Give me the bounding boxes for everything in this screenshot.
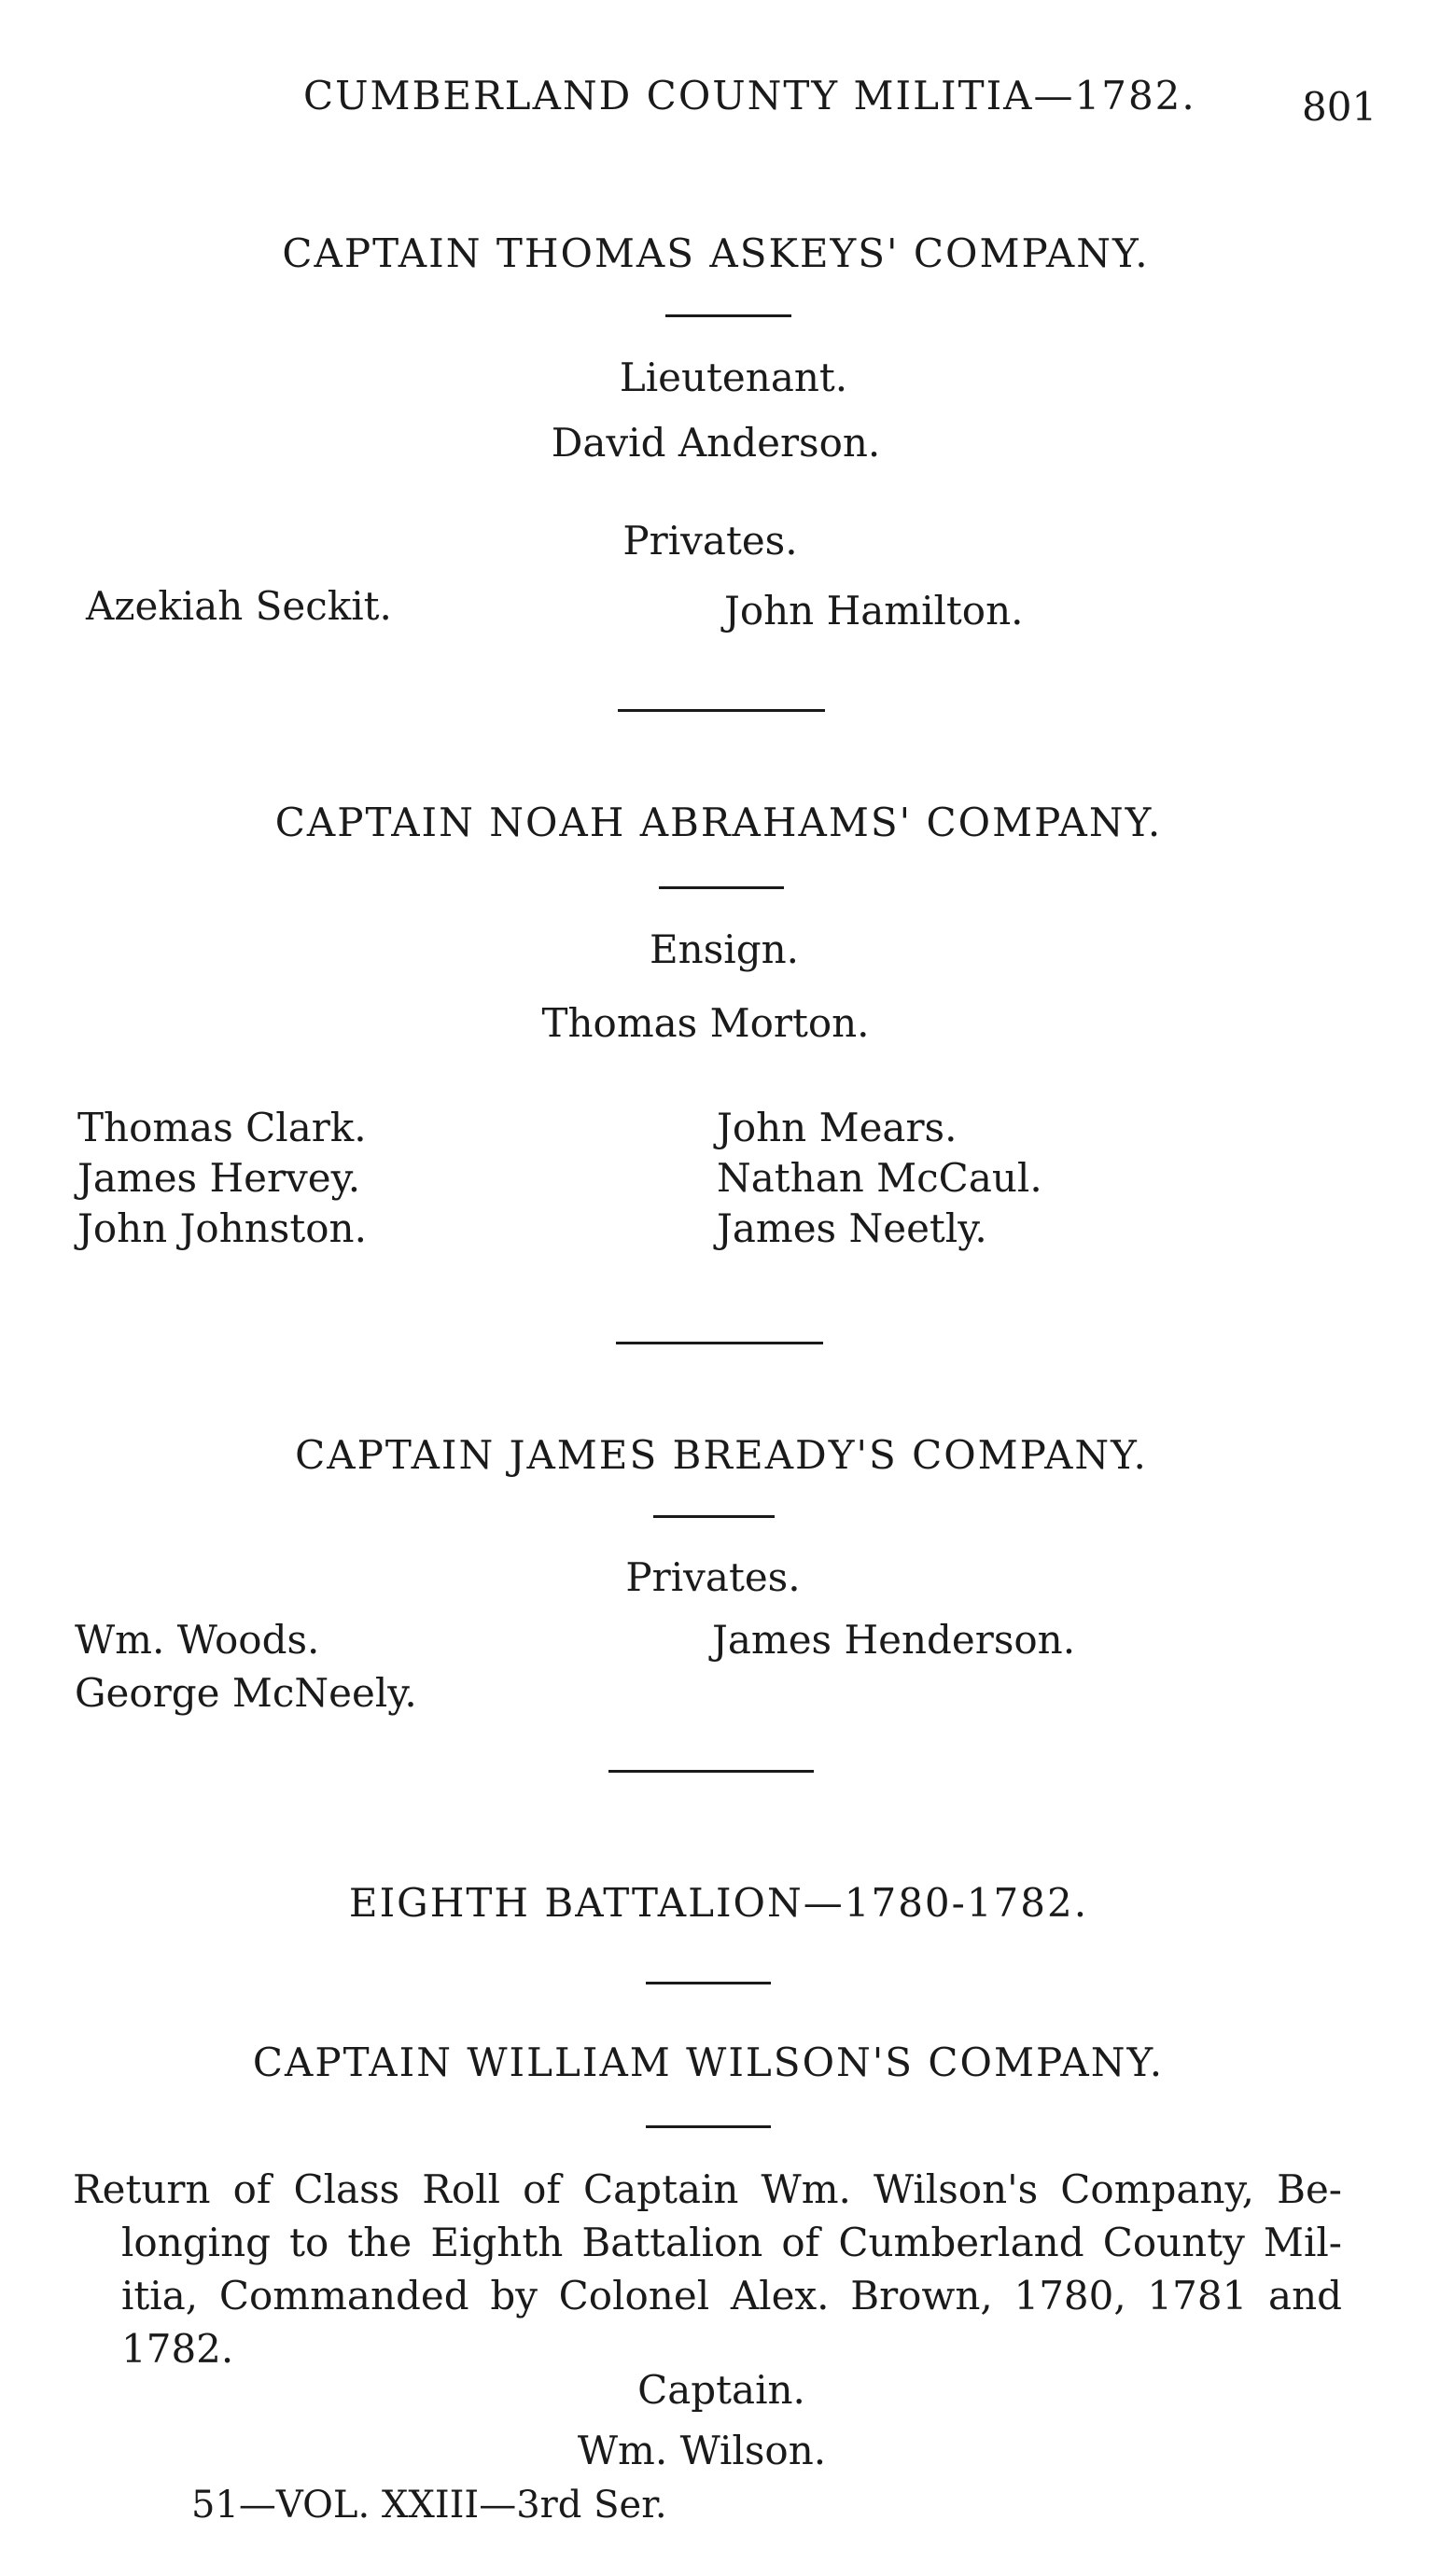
roster-name: James Henderson.	[712, 1617, 1076, 1663]
section-title-askey: CAPTAIN THOMAS ASKEYS' COMPANY.	[282, 230, 1150, 276]
section-divider	[646, 2125, 771, 2128]
roster-name: George McNeely.	[75, 1670, 417, 1716]
roster-name: James Neetly.	[717, 1205, 987, 1251]
roster-name: John Johnston.	[77, 1205, 367, 1251]
class-roll-description	[73, 2163, 1342, 2375]
rank-heading-privates: Privates.	[625, 1554, 801, 1600]
roster-name: Azekiah Seckit.	[86, 583, 392, 629]
paragraph-line: itia, Commanded by Colonel Alex. Brown, 1780, 1781 and 1782.	[121, 2273, 1342, 2372]
paragraph-line: Return of Class Roll of Captain Wm. Wilson's Company, Be-	[73, 2166, 1342, 2212]
section-divider	[665, 314, 791, 317]
section-divider	[608, 1770, 814, 1773]
section-divider	[616, 1342, 823, 1344]
battalion-heading: EIGHTH BATTALION—1780-1782.	[348, 1880, 1089, 1926]
rank-heading-captain: Captain.	[637, 2367, 805, 2413]
page-number: 801	[1302, 84, 1377, 130]
volume-signature: 51—VOL. XXIII—3rd Ser.	[191, 2484, 667, 2527]
officer-name: Thomas Morton.	[541, 1000, 870, 1046]
section-title-bready: CAPTAIN JAMES BREADY'S COMPANY.	[295, 1432, 1148, 1478]
rank-heading-privates: Privates.	[622, 518, 798, 564]
roster-name: Wm. Woods.	[75, 1617, 320, 1663]
section-divider	[659, 886, 784, 889]
officer-name: David Anderson.	[551, 420, 881, 466]
roster-name: Nathan McCaul.	[717, 1155, 1042, 1201]
rank-heading-ensign: Ensign.	[650, 926, 799, 972]
roster-name: Thomas Clark.	[77, 1105, 367, 1150]
running-title: CUMBERLAND COUNTY MILITIA—1782.	[303, 73, 1196, 118]
section-divider	[618, 709, 825, 712]
paragraph-line: longing to the Eighth Battalion of Cumberland County Mil-	[121, 2220, 1342, 2265]
roster-name: John Mears.	[717, 1105, 958, 1150]
roster-name: James Hervey.	[77, 1155, 361, 1201]
officer-name: Wm. Wilson.	[577, 2428, 827, 2473]
section-title-wilson: CAPTAIN WILLIAM WILSON'S COMPANY.	[252, 2040, 1165, 2085]
section-divider	[646, 1982, 771, 1984]
section-divider	[653, 1515, 775, 1518]
rank-heading-lieutenant: Lieutenant.	[619, 355, 848, 400]
roster-name: John Hamilton.	[724, 588, 1024, 634]
section-title-abrahams: CAPTAIN NOAH ABRAHAMS' COMPANY.	[274, 800, 1163, 845]
